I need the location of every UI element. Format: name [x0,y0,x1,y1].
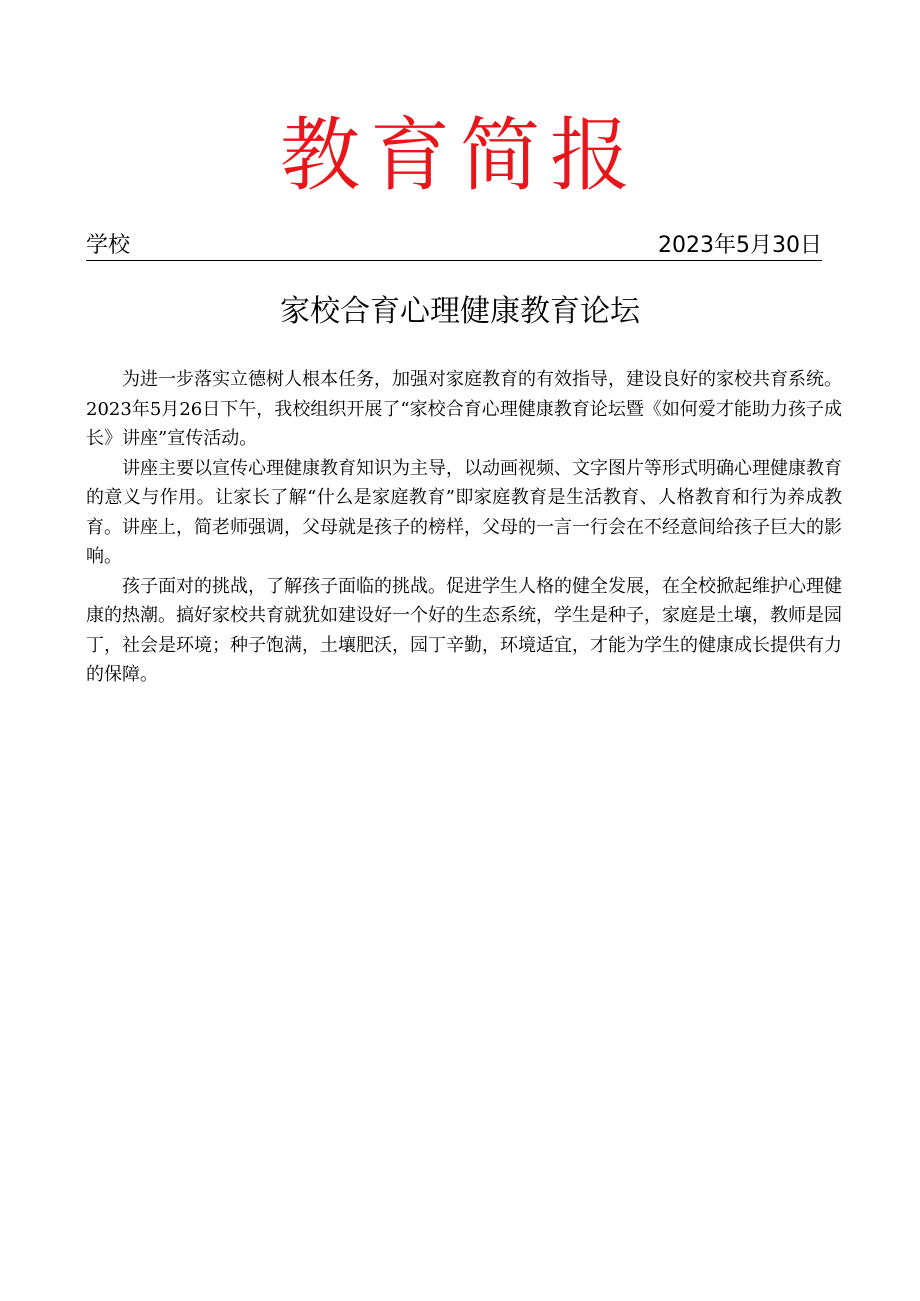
article-title: 家校合育心理健康教育论坛 [280,294,640,329]
article-paragraph-2: 讲座主要以宣传心理健康教育知识为主导，以动画视频、文字图片等形式明确心理健康教育的意义与作用。让家长了解“什么是家庭教育”即家庭教育是生活教育、人格教育和行为养成教育。讲座上，简老师强调，父母就是孩子的榜样，父母的一言一行会在不经意间给孩子巨大的影响。 [86,457,842,567]
issue-info-line [86,230,822,261]
newsletter-masthead: 教育简报 [280,109,640,202]
article-body [86,365,842,690]
issue-date: 2023年5月30日 [658,233,822,258]
article-paragraph-3: 孩子面对的挑战，了解孩子面临的挑战。促进学生人格的健全发展，在全校掀起维护心理健康的热潮。搞好家校共育就犹如建设好一个好的生态系统，学生是种子，家庭是土壤，教师是园丁，社会是环境；种子饱满，土壤肥沃，园丁辛勤，环境适宜，才能为学生的健康成长提供有力的保障。 [86,575,842,685]
article-paragraph-1: 为进一步落实立德树人根本任务，加强对家庭教育的有效指导，建设良好的家校共育系统。2023年5月26日下午，我校组织开展了“家校合育心理健康教育论坛暨《如何爱才能助力孩子成长》讲座”宣传活动。 [86,369,842,449]
school-label: 学校 [86,233,131,258]
